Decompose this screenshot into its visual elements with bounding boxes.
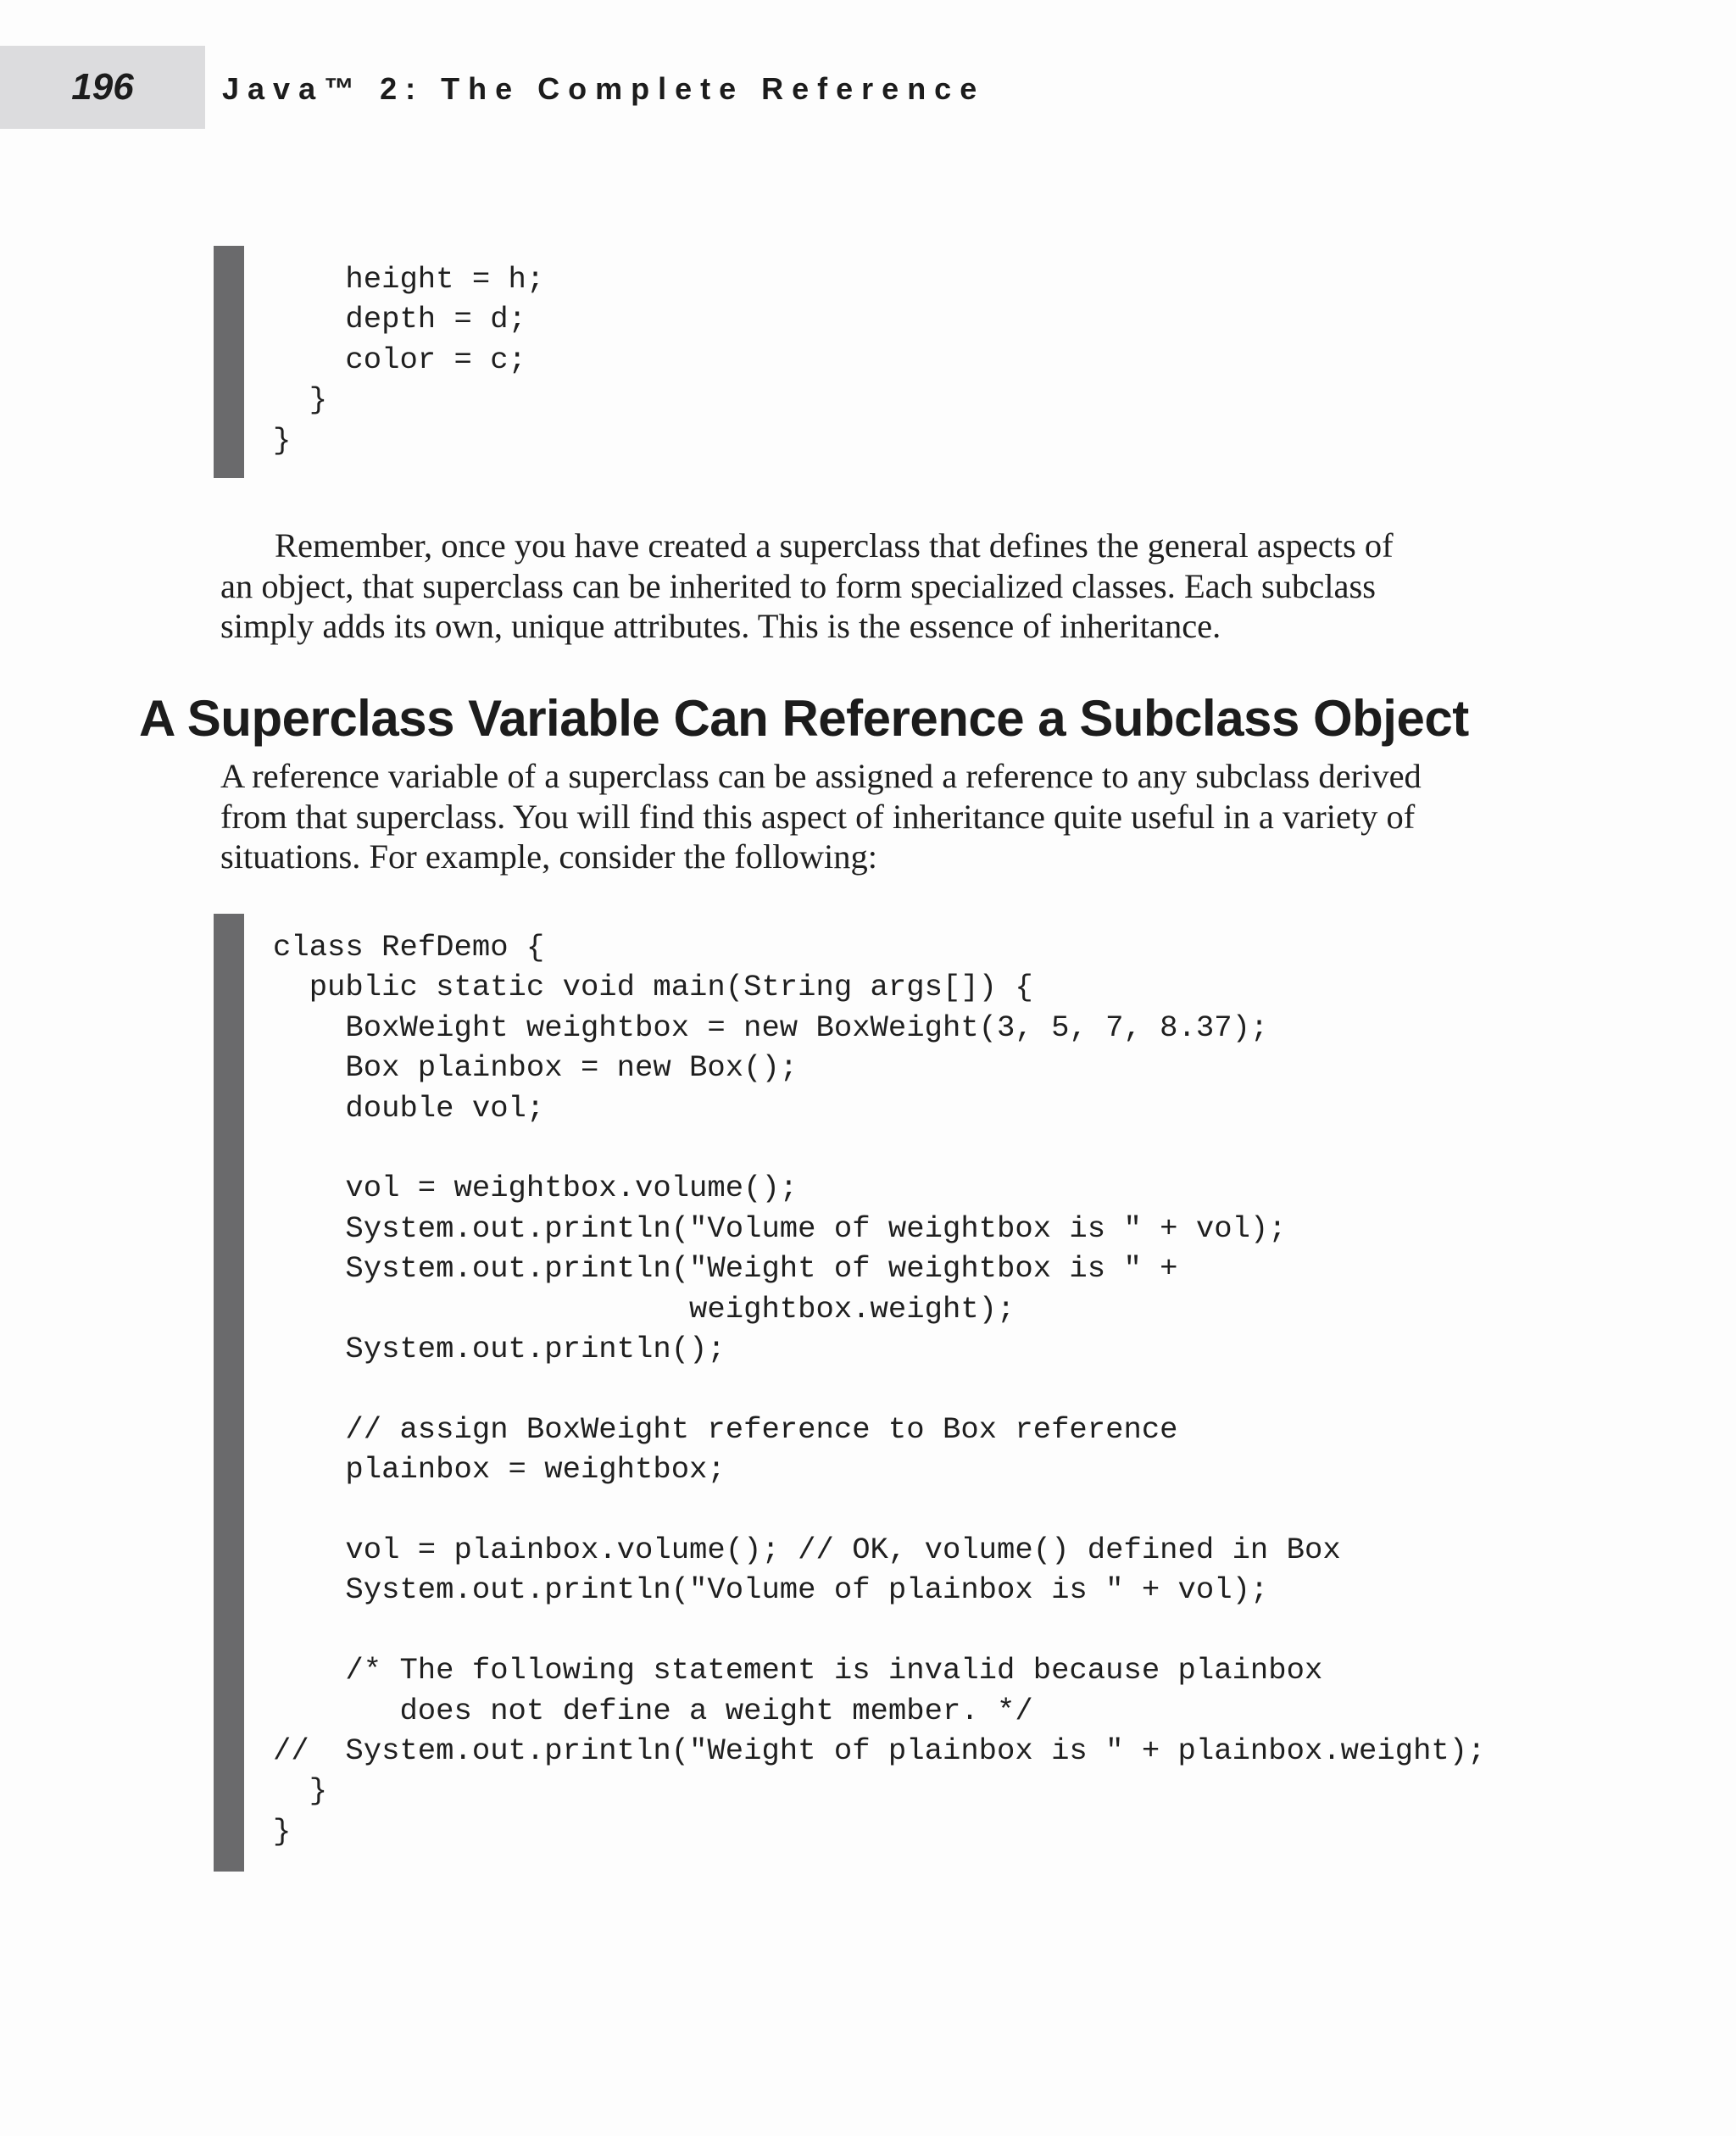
code-line: System.out.println("Volume of plainbox is " + vol); — [273, 1572, 1269, 1608]
code-line — [273, 1128, 1485, 1168]
code-block-bar — [214, 246, 244, 478]
code-line: public static void main(String args[]) { — [273, 970, 1033, 1005]
paragraph-line: from that superclass. You will find this aspect of inheritance quite useful in a variety of — [220, 797, 1416, 836]
running-header: Java™ 2: The Complete Reference — [222, 71, 986, 106]
code-line: /* The following statement is invalid because plainbox — [273, 1653, 1323, 1688]
paragraph-line: simply adds its own, unique attributes. This is the essence of inheritance. — [220, 607, 1221, 645]
code-listing — [273, 927, 1485, 1851]
code-line: does not define a weight member. */ — [273, 1693, 1033, 1728]
code-line: System.out.println("Weight of weightbox is " + — [273, 1251, 1178, 1287]
code-line: } — [273, 382, 328, 418]
code-line: height = h; — [273, 262, 545, 297]
code-line: vol = weightbox.volume(); — [273, 1171, 798, 1206]
code-listing — [273, 259, 544, 460]
paragraph-line: A reference variable of a superclass can be assigned a reference to any subclass derived — [220, 757, 1422, 795]
paragraph-2 — [220, 756, 1526, 877]
section-heading: A Superclass Variable Can Reference a Subclass Object — [139, 690, 1469, 747]
code-line — [273, 1490, 1485, 1530]
code-line: // System.out.println("Weight of plainbox is " + plainbox.weight); — [273, 1733, 1486, 1769]
code-line: weightbox.weight); — [273, 1291, 1015, 1327]
code-line: vol = plainbox.volume(); // OK, volume() defined in Box — [273, 1532, 1341, 1568]
paragraph-line: Remember, once you have created a superclass that defines the general aspects of — [275, 526, 1394, 565]
code-line: class RefDemo { — [273, 930, 545, 965]
code-line: } — [273, 422, 292, 458]
code-line: depth = d; — [273, 302, 526, 337]
code-line — [273, 1610, 1485, 1650]
code-line: double vol; — [273, 1090, 545, 1126]
code-line: System.out.println("Volume of weightbox is " + vol); — [273, 1210, 1287, 1246]
paragraph-1 — [220, 526, 1526, 647]
code-line: color = c; — [273, 342, 526, 377]
code-line: System.out.println(); — [273, 1332, 726, 1367]
code-line: BoxWeight weightbox = new BoxWeight(3, 5, 7, 8.37); — [273, 1010, 1269, 1045]
code-line: Box plainbox = new Box(); — [273, 1050, 798, 1086]
paragraph-line: an object, that superclass can be inherited to form specialized classes. Each subclass — [220, 566, 1376, 605]
page-number: 196 — [71, 66, 134, 108]
code-line: // assign BoxWeight reference to Box reference — [273, 1411, 1178, 1447]
code-line: plainbox = weightbox; — [273, 1452, 726, 1488]
code-block-bar — [214, 914, 244, 1872]
code-line: } — [273, 1773, 328, 1809]
code-line: } — [273, 1813, 292, 1849]
code-line — [273, 1369, 1485, 1409]
paragraph-line: situations. For example, consider the following: — [220, 837, 877, 876]
